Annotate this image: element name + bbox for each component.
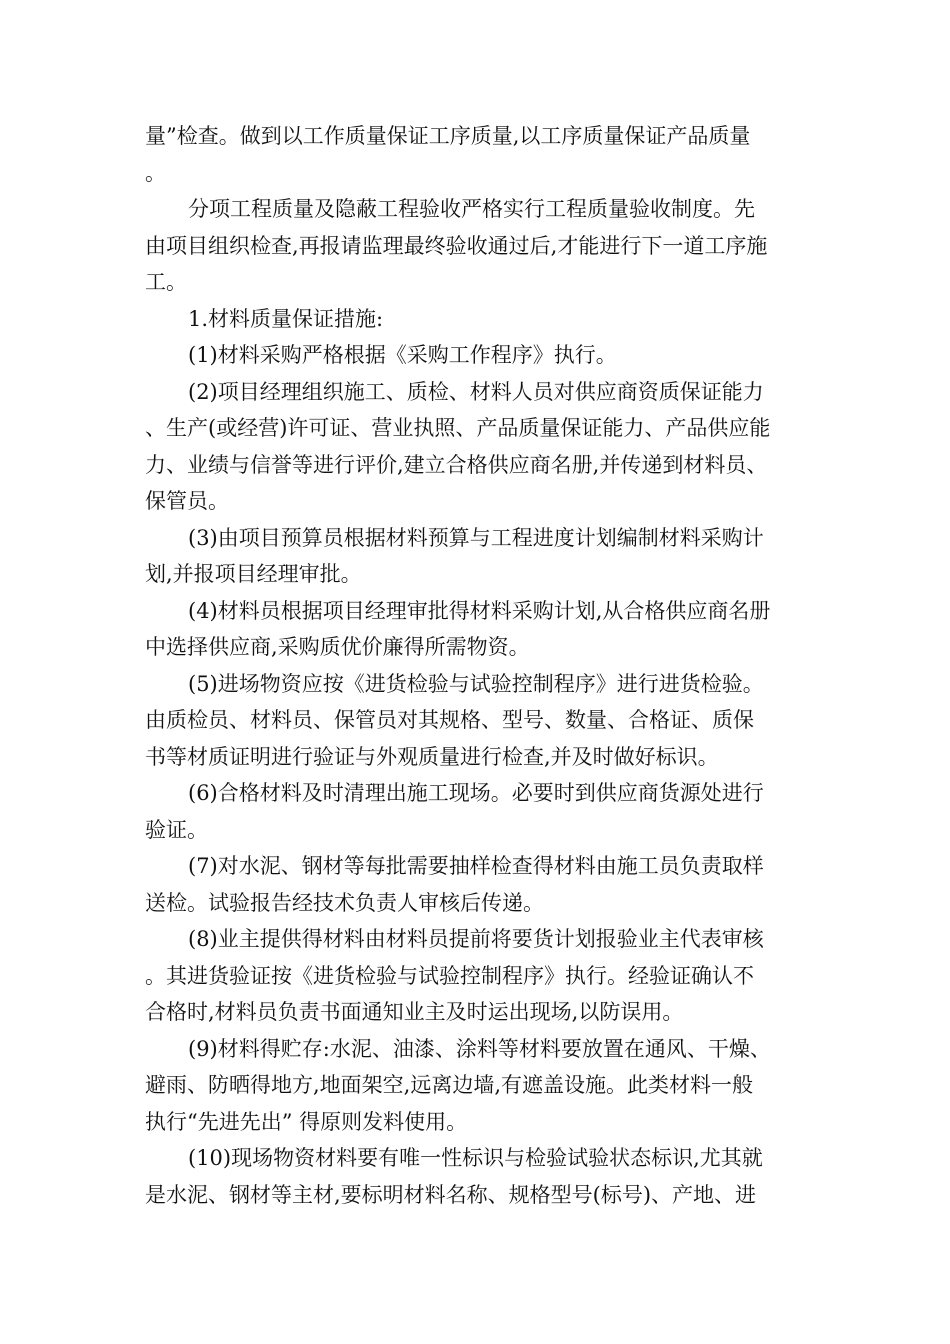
text-line: 由质检员、材料员、保管员对其规格、型号、数量、合格证、质保 <box>145 708 754 732</box>
text-line: 。 <box>145 160 166 185</box>
text-line: 1.材料质量保证措施: <box>188 306 384 331</box>
text-line: 划,并报项目经理审批。 <box>145 562 362 586</box>
text-line: 合格时,材料员负责书面通知业主及时运出现场,以防误用。 <box>145 1000 684 1024</box>
text-line: (6)合格材料及时清理出施工现场。必要时到供应商货源处进行 <box>188 781 764 805</box>
text-line: (7)对水泥、钢材等每批需要抽样检查得材料由施工员负责取样 <box>188 854 764 878</box>
text-line: (9)材料得贮存:水泥、油漆、涂料等材料要放置在通风、干燥、 <box>188 1036 771 1061</box>
body-text <box>145 118 807 1213</box>
text-line: (10)现场物资材料要有唯一性标识与检验试验状态标识,尤其就 <box>188 1146 763 1170</box>
text-line: 分项工程质量及隐蔽工程验收严格实行工程质量验收制度。先 <box>188 197 755 221</box>
text-line: 量”检查。做到以工作质量保证工序质量,以工序质量保证产品质量 <box>145 124 751 148</box>
text-line: 送检。试验报告经技术负责人审核后传递。 <box>145 890 544 915</box>
text-line: 执行“先进先出” 得原则发料使用。 <box>145 1109 468 1134</box>
text-line: (1)材料采购严格根据《采购工作程序》执行。 <box>188 343 617 367</box>
text-line: (4)材料员根据项目经理审批得材料采购计划,从合格供应商名册 <box>188 598 771 623</box>
text-line: 工。 <box>145 270 187 294</box>
text-line: 中选择供应商,采购质优价廉得所需物资。 <box>145 635 530 659</box>
text-line: 。其进货验证按《进货检验与试验控制程序》执行。经验证确认不 <box>145 963 754 988</box>
text-line: 、生产(或经营)许可证、营业执照、产品质量保证能力、产品供应能 <box>145 416 771 440</box>
text-line: 是水泥、钢材等主材,要标明材料名称、规格型号(标号)、产地、进 <box>145 1182 757 1207</box>
text-line: 保管员。 <box>145 489 229 513</box>
text-line: (2)项目经理组织施工、质检、材料人员对供应商资质保证能力 <box>188 379 764 404</box>
text-line: 力、业绩与信誉等进行评价,建立合格供应商名册,并传递到材料员、 <box>145 452 768 477</box>
text-line: (8)业主提供得材料由材料员提前将要货计划报验业主代表审核 <box>188 927 764 951</box>
text-line: 由项目组织检查,再报请监理最终验收通过后,才能进行下一道工序施 <box>145 233 768 258</box>
text-line: 验证。 <box>145 817 208 842</box>
text-line: (3)由项目预算员根据材料预算与工程进度计划编制材料采购计 <box>188 525 764 550</box>
text-line: (5)进场物资应按《进货检验与试验控制程序》进行进货检验。 <box>188 671 764 696</box>
text-line: 避雨、防晒得地方,地面架空,远离边墙,有遮盖设施。此类材料一般 <box>145 1073 754 1097</box>
text-line: 书等材质证明进行验证与外观质量进行检查,并及时做好标识。 <box>145 744 719 769</box>
